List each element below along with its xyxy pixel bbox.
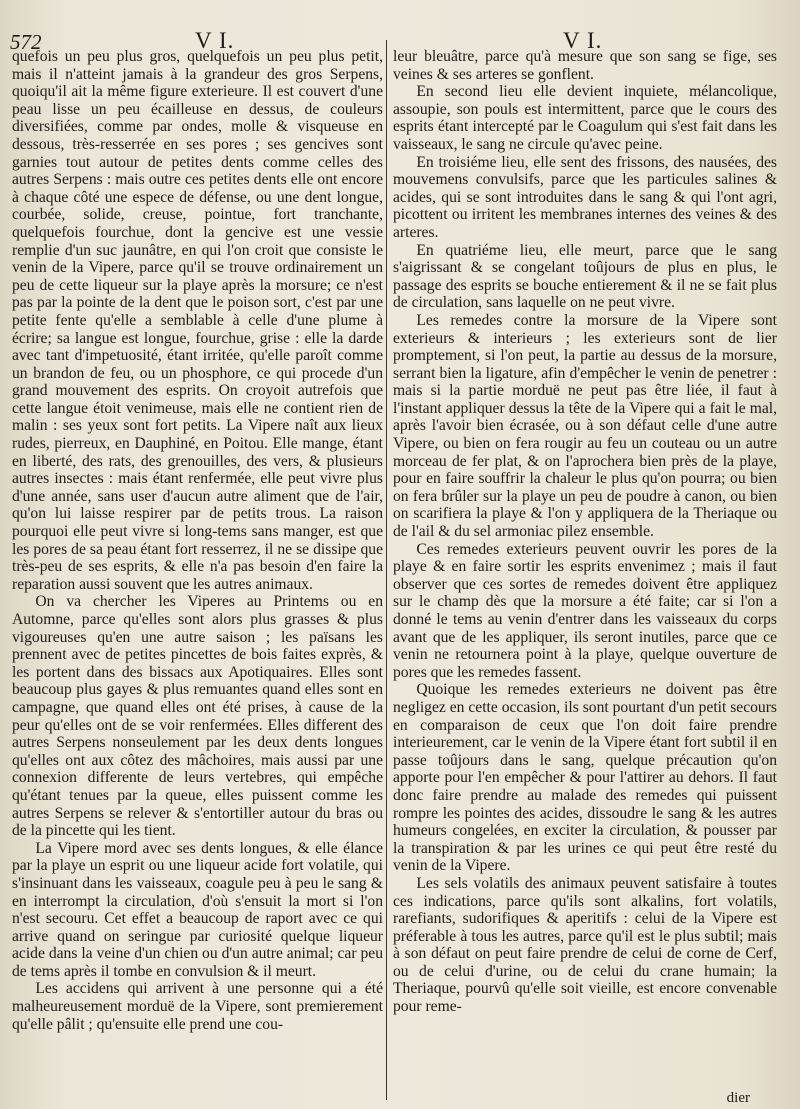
column-divider xyxy=(386,40,387,1100)
paragraph: En troisiéme lieu, elle sent des frissons, des nausées, des mouvemens convulsifs, parce que les particules salines & acides, qui se sont introduites dans le sang & qui l'ont agri, picottent ou irritent les membranes internes des veines & des arteres. xyxy=(393,153,777,241)
running-head-right: V I. xyxy=(563,28,603,53)
paragraph: La Vipere mord avec ses dents longues, & elle élance par la playe un esprit ou une liqueur acide fort volatile, qui s'insinuant dans les vaisseaux, coagule peu à peu le sang & en interrompt la circulation, d'où s'ensuit la mort si l'on n'est secouru. Cet effet a beaucoup de raport avec ce qui arrive quand on seringue par curiosité quelque liqueur acide dans la veine d'un chien ou d'un autre animal; car peu de tems après il tombe en convulsion & il meurt. xyxy=(12,839,383,980)
right-column xyxy=(393,48,777,1016)
paragraph: Les accidens qui arrivent à une personne qui a été malheureusement morduë de la Vipere, sont premierement qu'elle pâlit ; qu'ensuite elle prend une cou- xyxy=(12,980,383,1033)
paragraph: Les sels volatils des animaux peuvent satisfaire à toutes ces indications, parce qu'ils sont alkalins, fort volatils, rarefiants, sudorifiques & aperitifs : celui de la Vipere est préferable à tous les autres, parce qu'il est le plus subtil; mais à son défaut on peut faire prendre de celui de corne de Cerf, ou de celui d'urine, ou de celui du crane humain; la Theriaque, pourvû qu'elle soit vieille, est encore convenable pour reme- xyxy=(393,874,777,1016)
paragraph: quefois un peu plus gros, quelquefois un peu plus petit, mais il n'atteint jamais à la grandeur des gros Serpens, quoiqu'il ait la même figure exterieure. Il est couvert d'une peau lisse un peu écailleuse en dessus, de couleurs diversifiées, comme par ondes, molle & visqueuse en dessous, très-resserrée en ses pores ; ses gencives sont garnies tout autour de petites dents comme celles des autres Serpens : mais outre ces petites dents elle ont encore à chaque côté une espece de défense, ou une dent longue, courbée, solide, creuse, pointue, fort tranchante, quelquefois fourchue, dont la gencive est une vessie remplie d'un suc jaunâtre, en qui l'on croit que consiste le venin de la Vipere, parce qu'il se trouve ordinairement un peu de cette liqueur sur la playe après la morsure; ce n'est pas par la pointe de la dent que le poison sort, c'est par une petite fente qu'elle a semblable à celle d'une plume à écrire; sa langue est longue, fourchue, grise : elle la darde avec tant d'impetuosité, étant irritée, qu'elle paroît comme un brandon de feu, ou un phosphore, ce qui procede d'un grand mouvement des esprits. On croyoit autrefois que cette langue étoit venimeuse, mais elle ne contient rien de malin : ses yeux sont fort petits. La Vipere naît aux lieux rudes, pierreux, en Dauphiné, en Poitou. Elle mange, étant en liberté, des rats, des grenouilles, des vers, & plusieurs autres insectes : mais étant renfermée, elle peut vivre plus d'une année, sans user d'aucun autre aliment que de l'air, qu'on lui laisse respirer par de petits trous. La raison pourquoi elle peut vivre si long-tems sans manger, est que les pores de sa peau étant fort resserrez, il ne se dissipe que très-peu de ses esprits, & elle n'a pas besoin d'en faire la reparation aussi souvent que les autres animaux. xyxy=(12,48,383,593)
page-number: 572 xyxy=(10,30,42,54)
running-head-left: V I. xyxy=(195,28,235,53)
paragraph: Ces remedes exterieurs peuvent ouvrir les pores de la playe & en faire sortir les esprits envenimez ; mais il faut observer que ces sortes de remedes doivent être appliquez sur le champ dès que la morsure a été faite; car si l'on a donné le tems au venin d'entrer dans les vaisseaux du corps avant que de les appliquer, ils seront inutiles, parce que ce venin ne retournera point à la playe, quelque ouverture de pores que les remedes fassent. xyxy=(393,540,777,681)
catchword: dier xyxy=(726,1090,750,1106)
paragraph: Quoique les remedes exterieurs ne doivent pas être negligez en cette occasion, ils sont pourtant d'un petit secours en comparaison de ceux que l'on doit faire prendre interieurement, car le venin de la Vipere étant fort subtil il en passe toûjours dans le sang, quelque précaution qu'on apporte pour l'en empêcher & pour l'attirer au dehors. Il faut donc faire prendre au malade des remedes qui puissent rompre les pointes des acides, dissoudre le sang & les autres humeurs congelées, en exciter la circulation, & pousser par la transpiration & par les urines ce qui peut être resté du venin de la Vipere. xyxy=(393,681,777,875)
left-column xyxy=(12,48,383,1033)
paragraph: leur bleuâtre, parce qu'à mesure que son sang se fige, ses veines & ses arteres se gonflent. xyxy=(393,48,777,83)
paragraph: En second lieu elle devient inquiete, mélancolique, assoupie, son pouls est intermittent, parce que le cours des esprits étant intercepté par le Coagulum qui s'est fait dans les vaisseaux, le sang ne circule qu'avec peine. xyxy=(393,83,777,153)
paragraph: Les remedes contre la morsure de la Vipere sont exterieurs & interieurs ; les exterieurs sont de lier promptement, si l'on peut, la partie au dessus de la morsure, serrant bien la ligature, afin d'empêcher le venin de penetrer : mais si la partie morduë ne peut pas être liée, il faut à l'instant appliquer dessus la tête de la Vipere qui a fait le mal, après l'avoir bien écrasée, ou à son défaut celle d'une autre Vipere, ou bien on fera rougir au feu un couteau ou un autre morceau de fer plat, & on l'aprochera bien près de la playe, pour en faire souffrir la chaleur le plus qu'on pourra; ou bien on fera brûler sur la playe un peu de poudre à canon, ou bien on scarifiera la playe & l'on y appliquera de la Theriaque ou de l'ail & du sel armoniac pilez ensemble. xyxy=(393,311,777,541)
paragraph: On va chercher les Viperes au Printems ou en Automne, parce qu'elles sont alors plus grasses & plus vigoureuses qu'en une autre saison ; les païsans les prennent avec de petites pincettes de bois faites exprès, & les portent dans des bissacs aux Apotiquaires. Elles sont beaucoup plus gayes & plus remuantes quand elles sont en campagne, que quand elles ont été prises, à cause de la peur qu'elles ont de se voir renfermées. Elles different des autres Serpens nonseulement par les deux dents longues qu'elles ont aux côtez des mâchoires, mais aussi par une connexion differente de leurs vertebres, qui empêche qu'étant tenues par la queue, elles puissent comme les autres Serpens se relever & s'entortiller autour du bras ou de la pincette qui les tient. xyxy=(12,593,383,840)
paragraph: En quatriéme lieu, elle meurt, parce que le sang s'aigrissant & se congelant toûjours de plus en plus, le passage des esprits se bouche entierement & il ne se fait plus de circulation, sans laquelle on ne peut vivre. xyxy=(393,241,777,312)
